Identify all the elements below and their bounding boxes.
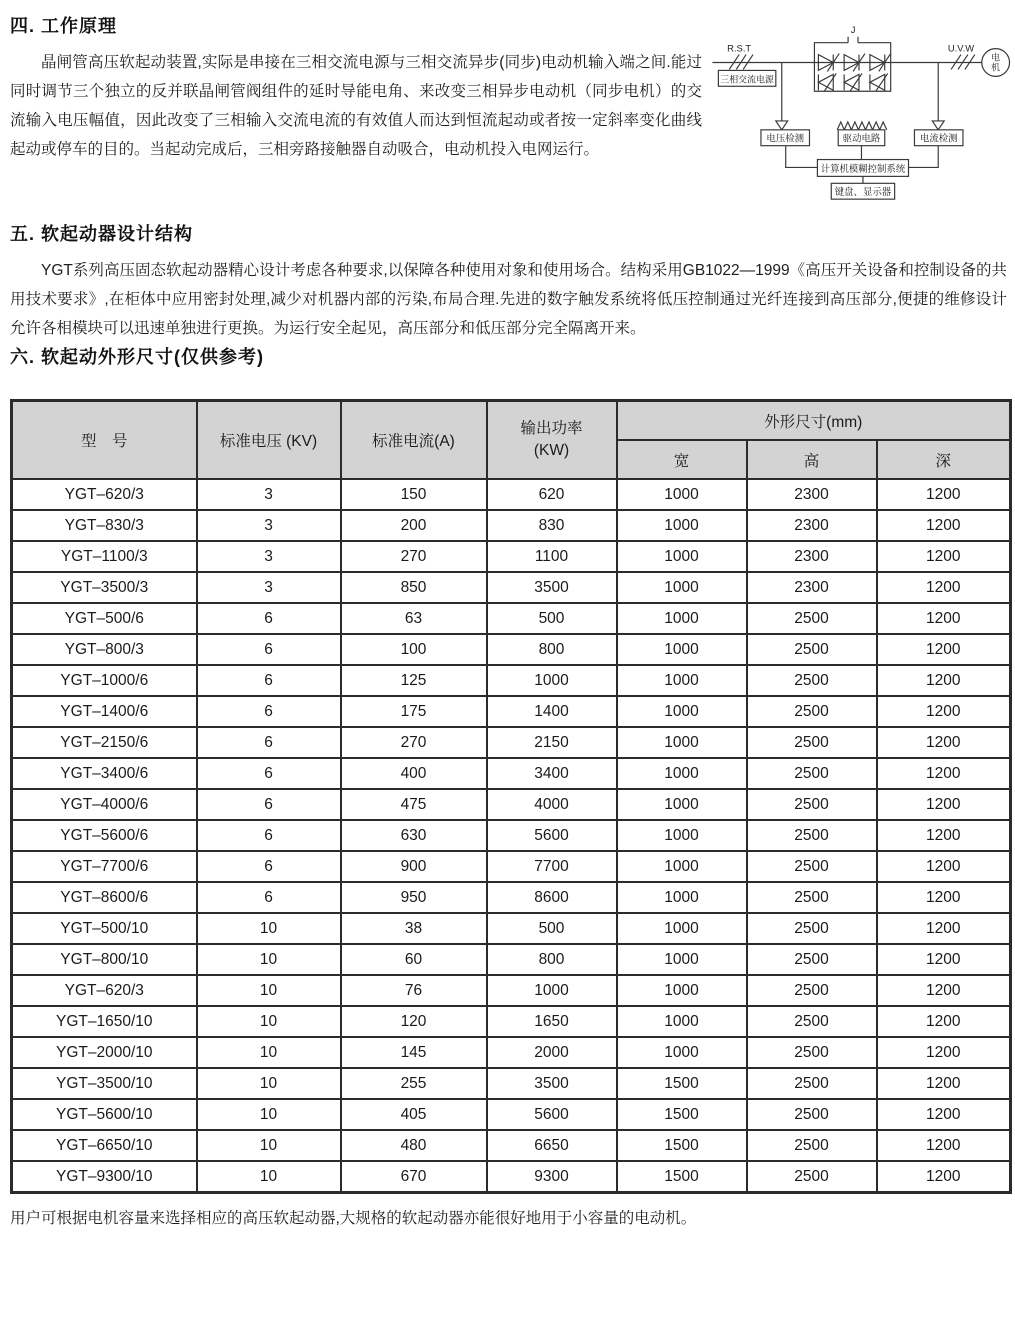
cell-model: YGT–6650/10 bbox=[12, 1130, 197, 1161]
cell-power: 1650 bbox=[487, 1006, 617, 1037]
cell-height: 2500 bbox=[747, 1099, 877, 1130]
cell-voltage: 10 bbox=[197, 944, 341, 975]
cell-width: 1000 bbox=[617, 696, 747, 727]
cell-height: 2500 bbox=[747, 882, 877, 913]
cell-depth: 1200 bbox=[877, 944, 1011, 975]
cell-power: 9300 bbox=[487, 1161, 617, 1193]
cell-height: 2500 bbox=[747, 975, 877, 1006]
cell-voltage: 6 bbox=[197, 603, 341, 634]
cell-depth: 1200 bbox=[877, 1161, 1011, 1193]
cell-height: 2500 bbox=[747, 665, 877, 696]
cell-depth: 1200 bbox=[877, 882, 1011, 913]
cell-depth: 1200 bbox=[877, 572, 1011, 603]
table-row bbox=[12, 1099, 1011, 1130]
cell-current: 145 bbox=[341, 1037, 487, 1068]
cell-current: 630 bbox=[341, 820, 487, 851]
cell-power: 3500 bbox=[487, 572, 617, 603]
cell-current: 60 bbox=[341, 944, 487, 975]
cell-height: 2500 bbox=[747, 789, 877, 820]
cell-model: YGT–2000/10 bbox=[12, 1037, 197, 1068]
top-section bbox=[10, 12, 1007, 220]
cell-height: 2500 bbox=[747, 603, 877, 634]
col-header-voltage: 标准电压 (KV) bbox=[197, 401, 341, 480]
cell-height: 2500 bbox=[747, 944, 877, 975]
table-row bbox=[12, 603, 1011, 634]
cell-height: 2300 bbox=[747, 479, 877, 510]
cell-depth: 1200 bbox=[877, 479, 1011, 510]
col-header-power-line1: 输出功率 bbox=[520, 420, 583, 437]
cell-model: YGT–2150/6 bbox=[12, 727, 197, 758]
section-4-paragraph: 晶闸管高压软起动装置,实际是串接在三相交流电源与三相交流异步(同步)电动机输入端之间.能过同时调节三个独立的反并联晶闸管阀组件的延时导能电角、来改变三相异步电动机（同步电机）的交流输入电压幅值，因此改变了三相输入交流电流的有效值人而达到恒流起动或者按一定斜率变化曲线起动或停车的目的。当起动完成后，三相旁路接触器自动吸合，电动机投入电网运行。 bbox=[10, 54, 702, 158]
cell-power: 1400 bbox=[487, 696, 617, 727]
working-principle-text-column bbox=[10, 12, 702, 164]
cell-current: 150 bbox=[341, 479, 487, 510]
cell-voltage: 10 bbox=[197, 1006, 341, 1037]
cell-current: 38 bbox=[341, 913, 487, 944]
cell-voltage: 6 bbox=[197, 727, 341, 758]
cell-depth: 1200 bbox=[877, 1037, 1011, 1068]
cell-depth: 1200 bbox=[877, 510, 1011, 541]
cell-power: 5600 bbox=[487, 1099, 617, 1130]
cell-voltage: 6 bbox=[197, 851, 341, 882]
cell-width: 1000 bbox=[617, 634, 747, 665]
cell-current: 270 bbox=[341, 541, 487, 572]
col-header-dimensions: 外形尺寸(mm) bbox=[617, 401, 1011, 441]
table-row bbox=[12, 820, 1011, 851]
col-header-power-line2: (KW) bbox=[533, 442, 570, 459]
cell-current: 200 bbox=[341, 510, 487, 541]
motor-label-top: 电 bbox=[991, 52, 1001, 63]
cell-model: YGT–1650/10 bbox=[12, 1006, 197, 1037]
cell-depth: 1200 bbox=[877, 634, 1011, 665]
cell-width: 1000 bbox=[617, 851, 747, 882]
cell-model: YGT–1100/3 bbox=[12, 541, 197, 572]
cell-voltage: 6 bbox=[197, 758, 341, 789]
cell-depth: 1200 bbox=[877, 696, 1011, 727]
table-row bbox=[12, 479, 1011, 510]
cell-voltage: 3 bbox=[197, 572, 341, 603]
down-arrow-icon bbox=[932, 121, 944, 130]
cell-voltage: 10 bbox=[197, 1161, 341, 1193]
cell-power: 4000 bbox=[487, 789, 617, 820]
cell-current: 670 bbox=[341, 1161, 487, 1193]
table-row bbox=[12, 851, 1011, 882]
uvw-label: U.V.W bbox=[947, 42, 975, 54]
table-row bbox=[12, 1037, 1011, 1068]
col-header-model: 型 号 bbox=[12, 401, 197, 480]
cell-model: YGT–620/3 bbox=[12, 975, 197, 1006]
cell-power: 8600 bbox=[487, 882, 617, 913]
cell-model: YGT–4000/6 bbox=[12, 789, 197, 820]
cell-voltage: 6 bbox=[197, 820, 341, 851]
table-note: 用户可根据电机容量来选择相应的高压软起动器,大规格的软起动器亦能很好地用于小容量的电动机。 bbox=[10, 1210, 697, 1227]
cell-voltage: 10 bbox=[197, 1130, 341, 1161]
table-row bbox=[12, 1161, 1011, 1193]
col-header-width: 宽 bbox=[617, 440, 747, 479]
cell-depth: 1200 bbox=[877, 1068, 1011, 1099]
cell-current: 100 bbox=[341, 634, 487, 665]
cell-depth: 1200 bbox=[877, 820, 1011, 851]
cell-depth: 1200 bbox=[877, 665, 1011, 696]
cell-current: 76 bbox=[341, 975, 487, 1006]
cell-height: 2500 bbox=[747, 1068, 877, 1099]
cell-model: YGT–3500/3 bbox=[12, 572, 197, 603]
cell-width: 1000 bbox=[617, 727, 747, 758]
cell-width: 1000 bbox=[617, 789, 747, 820]
section-4-title: 四. 工作原理 bbox=[10, 16, 118, 36]
dimensions-table-body bbox=[12, 479, 1011, 1193]
cell-width: 1000 bbox=[617, 479, 747, 510]
cell-height: 2300 bbox=[747, 541, 877, 572]
cell-depth: 1200 bbox=[877, 851, 1011, 882]
cell-voltage: 6 bbox=[197, 789, 341, 820]
cell-height: 2500 bbox=[747, 696, 877, 727]
rst-label: R.S.T bbox=[727, 42, 752, 54]
pulse-triangles-icon bbox=[837, 122, 887, 130]
cell-width: 1000 bbox=[617, 572, 747, 603]
cell-depth: 1200 bbox=[877, 541, 1011, 572]
cell-power: 7700 bbox=[487, 851, 617, 882]
cell-height: 2500 bbox=[747, 1130, 877, 1161]
table-row bbox=[12, 882, 1011, 913]
cell-model: YGT–500/6 bbox=[12, 603, 197, 634]
section-5-title: 五. 软起动器设计结构 bbox=[10, 224, 194, 244]
cell-voltage: 10 bbox=[197, 1068, 341, 1099]
cell-current: 125 bbox=[341, 665, 487, 696]
cell-model: YGT–8600/6 bbox=[12, 882, 197, 913]
cell-depth: 1200 bbox=[877, 1006, 1011, 1037]
cell-voltage: 10 bbox=[197, 913, 341, 944]
table-row bbox=[12, 758, 1011, 789]
keyboard-display-label: 键盘、显示器 bbox=[834, 186, 892, 198]
cell-current: 480 bbox=[341, 1130, 487, 1161]
cell-voltage: 3 bbox=[197, 510, 341, 541]
table-row bbox=[12, 1130, 1011, 1161]
cell-height: 2300 bbox=[747, 572, 877, 603]
cell-model: YGT–800/3 bbox=[12, 634, 197, 665]
cell-power: 3500 bbox=[487, 1068, 617, 1099]
cell-height: 2300 bbox=[747, 510, 877, 541]
cell-voltage: 6 bbox=[197, 634, 341, 665]
cell-current: 255 bbox=[341, 1068, 487, 1099]
table-row bbox=[12, 1068, 1011, 1099]
cell-depth: 1200 bbox=[877, 603, 1011, 634]
cell-model: YGT–1000/6 bbox=[12, 665, 197, 696]
cell-model: YGT–1400/6 bbox=[12, 696, 197, 727]
cell-voltage: 6 bbox=[197, 665, 341, 696]
cell-height: 2500 bbox=[747, 913, 877, 944]
cell-voltage: 10 bbox=[197, 1099, 341, 1130]
cell-power: 500 bbox=[487, 913, 617, 944]
cell-voltage: 3 bbox=[197, 479, 341, 510]
cell-current: 400 bbox=[341, 758, 487, 789]
cell-width: 1000 bbox=[617, 913, 747, 944]
col-header-height: 高 bbox=[747, 440, 877, 479]
cell-current: 63 bbox=[341, 603, 487, 634]
table-row bbox=[12, 665, 1011, 696]
table-row bbox=[12, 572, 1011, 603]
voltage-detect-label: 电压检测 bbox=[766, 132, 805, 144]
col-header-depth: 深 bbox=[877, 440, 1011, 479]
cell-height: 2500 bbox=[747, 1161, 877, 1193]
cell-power: 830 bbox=[487, 510, 617, 541]
section-5-paragraph: YGT系列高压固态软起动器精心设计考虑各种要求,以保障各种使用对象和使用场合。结构采用GB1022—1999《高压开关设备和控制设备的共用技术要求》,在柜体中应用密封处理,减少对机器内部的污染,布局合理.先进的数字触发系统将低压控制通过光纤连接到高压部分,便捷的维修设计允许各相模块可以迅速单独进行更换。为运行安全起见，高压部分和低压部分完全隔离开来。 bbox=[10, 262, 1007, 337]
cell-depth: 1200 bbox=[877, 1130, 1011, 1161]
table-row bbox=[12, 634, 1011, 665]
cell-model: YGT–5600/10 bbox=[12, 1099, 197, 1130]
cell-model: YGT–9300/10 bbox=[12, 1161, 197, 1193]
cell-model: YGT–830/3 bbox=[12, 510, 197, 541]
table-row bbox=[12, 727, 1011, 758]
cell-current: 405 bbox=[341, 1099, 487, 1130]
cell-voltage: 3 bbox=[197, 541, 341, 572]
cell-height: 2500 bbox=[747, 727, 877, 758]
j-label: J bbox=[850, 23, 856, 35]
cell-voltage: 10 bbox=[197, 975, 341, 1006]
cell-depth: 1200 bbox=[877, 727, 1011, 758]
cell-depth: 1200 bbox=[877, 975, 1011, 1006]
cell-width: 1500 bbox=[617, 1099, 747, 1130]
cell-power: 1000 bbox=[487, 665, 617, 696]
cell-power: 2150 bbox=[487, 727, 617, 758]
cell-width: 1500 bbox=[617, 1130, 747, 1161]
cell-height: 2500 bbox=[747, 1037, 877, 1068]
cell-voltage: 6 bbox=[197, 882, 341, 913]
cell-model: YGT–5600/6 bbox=[12, 820, 197, 851]
col-header-current: 标准电流(A) bbox=[341, 401, 487, 480]
cell-current: 175 bbox=[341, 696, 487, 727]
cell-current: 475 bbox=[341, 789, 487, 820]
cell-current: 950 bbox=[341, 882, 487, 913]
cell-height: 2500 bbox=[747, 820, 877, 851]
cell-width: 1000 bbox=[617, 944, 747, 975]
cell-power: 500 bbox=[487, 603, 617, 634]
dimensions-table bbox=[10, 399, 1012, 1194]
cell-power: 3400 bbox=[487, 758, 617, 789]
cell-width: 1000 bbox=[617, 1006, 747, 1037]
cell-height: 2500 bbox=[747, 1006, 877, 1037]
cell-model: YGT–620/3 bbox=[12, 479, 197, 510]
cell-width: 1000 bbox=[617, 758, 747, 789]
table-row bbox=[12, 541, 1011, 572]
cell-current: 120 bbox=[341, 1006, 487, 1037]
cell-power: 800 bbox=[487, 634, 617, 665]
cell-model: YGT–7700/6 bbox=[12, 851, 197, 882]
cell-current: 900 bbox=[341, 851, 487, 882]
table-row bbox=[12, 944, 1011, 975]
section-6-title: 六. 软起动外形尺寸(仅供参考) bbox=[10, 347, 264, 367]
cell-width: 1000 bbox=[617, 541, 747, 572]
cell-height: 2500 bbox=[747, 634, 877, 665]
thyristor-row-bottom bbox=[818, 73, 887, 91]
cell-current: 850 bbox=[341, 572, 487, 603]
cell-power: 620 bbox=[487, 479, 617, 510]
cell-power: 5600 bbox=[487, 820, 617, 851]
cell-power: 1000 bbox=[487, 975, 617, 1006]
cell-depth: 1200 bbox=[877, 913, 1011, 944]
dimensions-table-head bbox=[12, 401, 1011, 480]
cell-depth: 1200 bbox=[877, 758, 1011, 789]
cell-power: 2000 bbox=[487, 1037, 617, 1068]
cell-width: 1000 bbox=[617, 603, 747, 634]
col-header-power bbox=[487, 401, 617, 480]
cell-width: 1000 bbox=[617, 510, 747, 541]
table-row bbox=[12, 1006, 1011, 1037]
cell-model: YGT–3400/6 bbox=[12, 758, 197, 789]
cell-current: 270 bbox=[341, 727, 487, 758]
cell-width: 1500 bbox=[617, 1161, 747, 1193]
drive-circuit-label: 驱动电路 bbox=[842, 132, 881, 144]
down-arrow-icon bbox=[776, 121, 788, 130]
cell-power: 6650 bbox=[487, 1130, 617, 1161]
cell-width: 1000 bbox=[617, 1037, 747, 1068]
table-row bbox=[12, 696, 1011, 727]
table-row bbox=[12, 975, 1011, 1006]
working-principle-diagram bbox=[702, 12, 1015, 220]
cell-width: 1000 bbox=[617, 820, 747, 851]
cell-power: 800 bbox=[487, 944, 617, 975]
cell-power: 1100 bbox=[487, 541, 617, 572]
cell-depth: 1200 bbox=[877, 789, 1011, 820]
cell-height: 2500 bbox=[747, 758, 877, 789]
cell-model: YGT–3500/10 bbox=[12, 1068, 197, 1099]
cell-model: YGT–800/10 bbox=[12, 944, 197, 975]
cell-width: 1500 bbox=[617, 1068, 747, 1099]
circuit-diagram-svg bbox=[702, 12, 1015, 215]
current-detect-label: 电流检测 bbox=[919, 132, 958, 144]
cell-depth: 1200 bbox=[877, 1099, 1011, 1130]
cell-width: 1000 bbox=[617, 882, 747, 913]
cell-voltage: 6 bbox=[197, 696, 341, 727]
fuzzy-control-label: 计算机模糊控制系统 bbox=[820, 162, 906, 174]
table-row bbox=[12, 510, 1011, 541]
cell-model: YGT–500/10 bbox=[12, 913, 197, 944]
table-row bbox=[12, 789, 1011, 820]
cell-width: 1000 bbox=[617, 975, 747, 1006]
cell-voltage: 10 bbox=[197, 1037, 341, 1068]
cell-height: 2500 bbox=[747, 851, 877, 882]
cell-width: 1000 bbox=[617, 665, 747, 696]
ac-source-label: 三相交流电源 bbox=[720, 74, 774, 85]
motor-label-bottom: 机 bbox=[991, 62, 1001, 73]
table-row bbox=[12, 913, 1011, 944]
